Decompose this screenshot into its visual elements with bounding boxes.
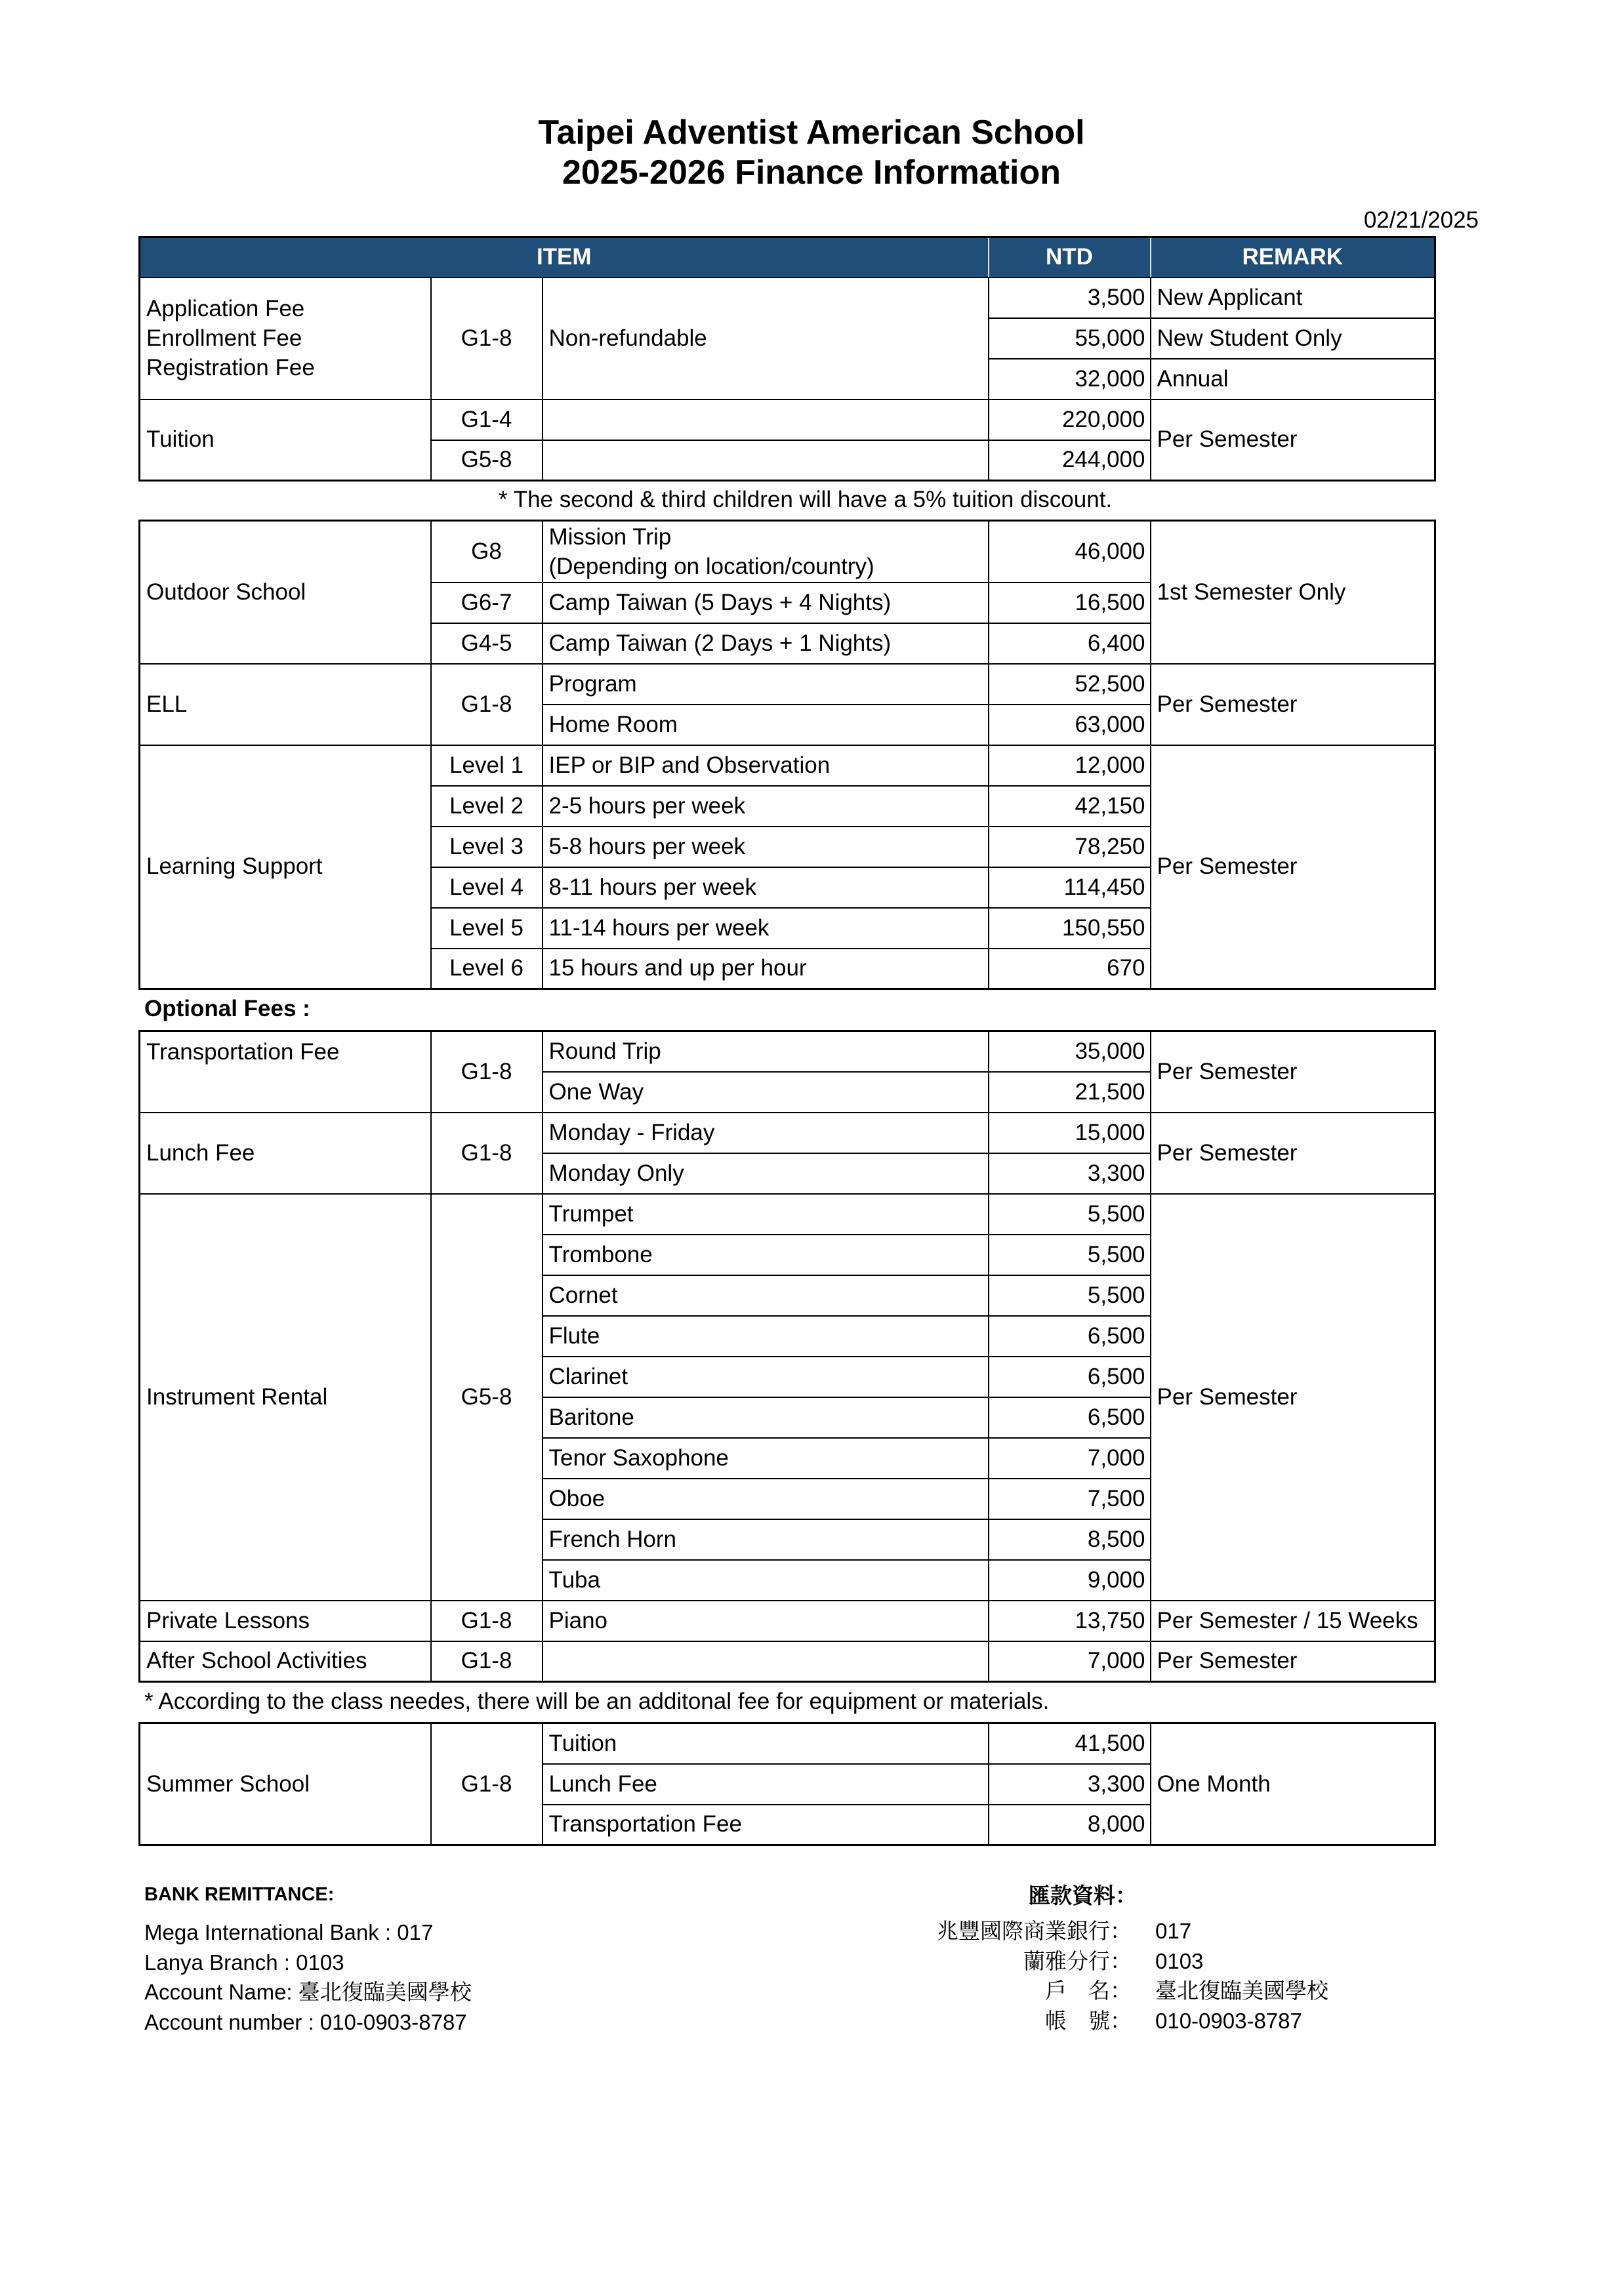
ntd-amount: 63,000 xyxy=(989,705,1151,745)
remark: Per Semester xyxy=(1151,1641,1435,1682)
ntd-amount: 6,500 xyxy=(989,1357,1151,1397)
ntd-amount: 13,750 xyxy=(989,1601,1151,1641)
description-detail: (Depending on location/country) xyxy=(548,553,874,579)
ntd-amount: 8,500 xyxy=(989,1519,1151,1560)
ntd-amount: 220,000 xyxy=(989,400,1151,440)
item-name: Transportation Fee xyxy=(140,1031,431,1113)
grade-label: G5-8 xyxy=(431,440,543,481)
remark: Per Semester xyxy=(1151,1194,1435,1601)
account-number-row-zh xyxy=(918,2006,1328,2036)
table-row xyxy=(140,1194,1435,1235)
account-name-line: Account Name: 臺北復臨美國學校 xyxy=(144,1980,472,2005)
ntd-amount: 114,450 xyxy=(989,867,1151,908)
description: Piano xyxy=(543,1601,989,1641)
ntd-amount: 5,500 xyxy=(989,1235,1151,1275)
description: Cornet xyxy=(543,1275,989,1316)
remark: Per Semester xyxy=(1151,1031,1435,1113)
item-name: Registration Fee xyxy=(146,355,315,380)
ntd-amount: 55,000 xyxy=(989,318,1151,359)
description: Lunch Fee xyxy=(543,1764,989,1805)
description: 2-5 hours per week xyxy=(543,786,989,827)
header-ntd: NTD xyxy=(989,237,1151,277)
ntd-amount: 8,000 xyxy=(989,1805,1151,1845)
description: Transportation Fee xyxy=(543,1805,989,1845)
table-header-row xyxy=(140,237,1435,277)
grade-label: G1-8 xyxy=(431,1723,543,1845)
grade-label: G1-8 xyxy=(431,664,543,745)
ntd-amount: 7,000 xyxy=(989,1641,1151,1682)
document-title: Taipei Adventist American School xyxy=(538,113,1085,152)
grade-label: G1-8 xyxy=(431,1641,543,1682)
document-subtitle: 2025-2026 Finance Information xyxy=(562,154,1061,192)
field-label: 蘭雅分行： xyxy=(1023,1948,1132,1974)
ntd-amount: 6,500 xyxy=(989,1316,1151,1357)
description: Camp Taiwan (2 Days + 1 Nights) xyxy=(543,623,989,664)
grade-label: G5-8 xyxy=(431,1194,543,1601)
table-row xyxy=(140,521,1435,583)
fee-table-summer xyxy=(138,1722,1436,1846)
description: Round Trip xyxy=(543,1031,989,1072)
description: Monday - Friday xyxy=(543,1113,989,1153)
field-value: 0103 xyxy=(1155,1948,1204,1973)
description xyxy=(543,400,989,440)
remark: Per Semester xyxy=(1151,745,1435,989)
description: Mission Trip xyxy=(548,523,672,550)
description: Trumpet xyxy=(543,1194,989,1235)
item-name: Instrument Rental xyxy=(140,1194,431,1601)
ntd-amount: 16,500 xyxy=(989,583,1151,623)
item-name: Lunch Fee xyxy=(140,1113,431,1194)
ntd-amount: 244,000 xyxy=(989,440,1151,481)
ntd-amount: 7,000 xyxy=(989,1438,1151,1479)
field-label: 兆豐國際商業銀行： xyxy=(937,1918,1132,1944)
description: IEP or BIP and Observation xyxy=(543,745,989,786)
item-name: Private Lessons xyxy=(140,1601,431,1641)
grade-label: G1-8 xyxy=(431,277,543,400)
ntd-amount: 6,400 xyxy=(989,623,1151,664)
description: Oboe xyxy=(543,1479,989,1519)
field-label: 帳 號： xyxy=(1045,2008,1132,2034)
table-row xyxy=(140,664,1435,705)
field-label: 戶 名： xyxy=(1045,1978,1132,2004)
bank-name-row-zh xyxy=(918,1916,1328,1946)
field-value: 010-0903-8787 xyxy=(1155,2009,1302,2034)
fee-table-programs xyxy=(138,520,1436,990)
description: Camp Taiwan (5 Days + 4 Nights) xyxy=(543,583,989,623)
description: Program xyxy=(543,664,989,705)
ntd-amount: 3,500 xyxy=(989,277,1151,318)
ntd-amount: 52,500 xyxy=(989,664,1151,705)
item-name: Summer School xyxy=(140,1723,431,1845)
item-name: Enrollment Fee xyxy=(146,325,302,351)
description: 5-8 hours per week xyxy=(543,827,989,867)
bank-branch-row-zh xyxy=(918,1946,1328,1977)
description: Trombone xyxy=(543,1235,989,1275)
ntd-amount: 670 xyxy=(989,949,1151,989)
remark: Per Semester xyxy=(1151,400,1435,481)
table-row xyxy=(140,1113,1435,1153)
item-cell xyxy=(140,277,431,400)
grade-label: G4-5 xyxy=(431,623,543,664)
level-label: Level 6 xyxy=(431,949,543,989)
item-name: After School Activities xyxy=(140,1641,431,1682)
remark: Per Semester xyxy=(1151,664,1435,745)
ntd-amount: 3,300 xyxy=(989,1153,1151,1194)
table-row xyxy=(140,1723,1435,1764)
bank-remittance-heading-zh: 匯款資料： xyxy=(1029,1883,1137,1908)
level-label: Level 2 xyxy=(431,786,543,827)
description: French Horn xyxy=(543,1519,989,1560)
description: Clarinet xyxy=(543,1357,989,1397)
item-name: Learning Support xyxy=(140,745,431,989)
description: Home Room xyxy=(543,705,989,745)
grade-label: G6-7 xyxy=(431,583,543,623)
fee-table-required xyxy=(138,236,1436,482)
grade-label: G1-8 xyxy=(431,1601,543,1641)
ntd-amount: 35,000 xyxy=(989,1031,1151,1072)
ntd-amount: 41,500 xyxy=(989,1723,1151,1764)
description: Non-refundable xyxy=(543,277,989,400)
remark: Per Semester xyxy=(1151,1113,1435,1194)
account-number-line: Account number : 010-0903-8787 xyxy=(144,2010,467,2035)
bank-remittance-heading: BANK REMITTANCE: xyxy=(144,1884,335,1905)
table-row xyxy=(140,1641,1435,1682)
description xyxy=(543,1641,989,1682)
description: Tuition xyxy=(543,1723,989,1764)
ntd-amount: 7,500 xyxy=(989,1479,1151,1519)
item-name: Application Fee xyxy=(146,296,305,321)
item-name: Tuition xyxy=(140,400,431,481)
description: Monday Only xyxy=(543,1153,989,1194)
ntd-amount: 21,500 xyxy=(989,1072,1151,1113)
ntd-amount: 6,500 xyxy=(989,1397,1151,1438)
ntd-amount: 150,550 xyxy=(989,908,1151,949)
description: 8-11 hours per week xyxy=(543,867,989,908)
level-label: Level 4 xyxy=(431,867,543,908)
table-row xyxy=(140,400,1435,440)
ntd-amount: 9,000 xyxy=(989,1560,1151,1601)
remark: Annual xyxy=(1151,359,1435,400)
fee-table-optional xyxy=(138,1030,1436,1683)
account-name-row-zh xyxy=(918,1976,1328,2006)
item-name: Outdoor School xyxy=(140,521,431,664)
description: Baritone xyxy=(543,1397,989,1438)
description: One Way xyxy=(543,1072,989,1113)
remark: New Student Only xyxy=(1151,318,1435,359)
item-name: ELL xyxy=(140,664,431,745)
description: 15 hours and up per hour xyxy=(543,949,989,989)
ntd-amount: 15,000 xyxy=(989,1113,1151,1153)
ntd-amount: 46,000 xyxy=(989,521,1151,583)
tuition-discount-note: * The second & third children will have a 5% tuition discount. xyxy=(499,487,1113,512)
table-row xyxy=(140,1031,1435,1072)
grade-label: G8 xyxy=(431,521,543,583)
description xyxy=(543,440,989,481)
level-label: Level 3 xyxy=(431,827,543,867)
description: Tuba xyxy=(543,1560,989,1601)
description: Flute xyxy=(543,1316,989,1357)
header-remark: REMARK xyxy=(1151,237,1435,277)
ntd-amount: 12,000 xyxy=(989,745,1151,786)
description-cell xyxy=(543,521,989,583)
bank-name-line: Mega International Bank : 017 xyxy=(144,1920,434,1944)
header-item: ITEM xyxy=(140,237,989,277)
grade-label: G1-4 xyxy=(431,400,543,440)
remark: New Applicant xyxy=(1151,277,1435,318)
ntd-amount: 5,500 xyxy=(989,1194,1151,1235)
ntd-amount: 5,500 xyxy=(989,1275,1151,1316)
optional-fees-heading: Optional Fees : xyxy=(144,996,310,1021)
ntd-amount: 78,250 xyxy=(989,827,1151,867)
table-row xyxy=(140,745,1435,786)
remark: One Month xyxy=(1151,1723,1435,1845)
grade-label: G1-8 xyxy=(431,1031,543,1113)
grade-label: G1-8 xyxy=(431,1113,543,1194)
bank-remittance-details-zh xyxy=(918,1916,1328,2036)
field-value: 臺北復臨美國學校 xyxy=(1155,1978,1328,2004)
remark: Per Semester / 15 Weeks xyxy=(1151,1601,1435,1641)
bank-remittance-details xyxy=(144,1917,472,2038)
ntd-amount: 42,150 xyxy=(989,786,1151,827)
description: 11-14 hours per week xyxy=(543,908,989,949)
table-row xyxy=(140,1601,1435,1641)
description: Tenor Saxophone xyxy=(543,1438,989,1479)
ntd-amount: 32,000 xyxy=(989,359,1151,400)
level-label: Level 1 xyxy=(431,745,543,786)
remark: 1st Semester Only xyxy=(1151,521,1435,664)
materials-fee-note: * According to the class needes, there will be an additonal fee for equipment or materials. xyxy=(144,1689,1050,1714)
table-row xyxy=(140,277,1435,318)
level-label: Level 5 xyxy=(431,908,543,949)
document-date: 02/21/2025 xyxy=(1363,207,1479,233)
field-value: 017 xyxy=(1155,1919,1192,1943)
ntd-amount: 3,300 xyxy=(989,1764,1151,1805)
bank-branch-line: Lanya Branch : 0103 xyxy=(144,1950,344,1975)
